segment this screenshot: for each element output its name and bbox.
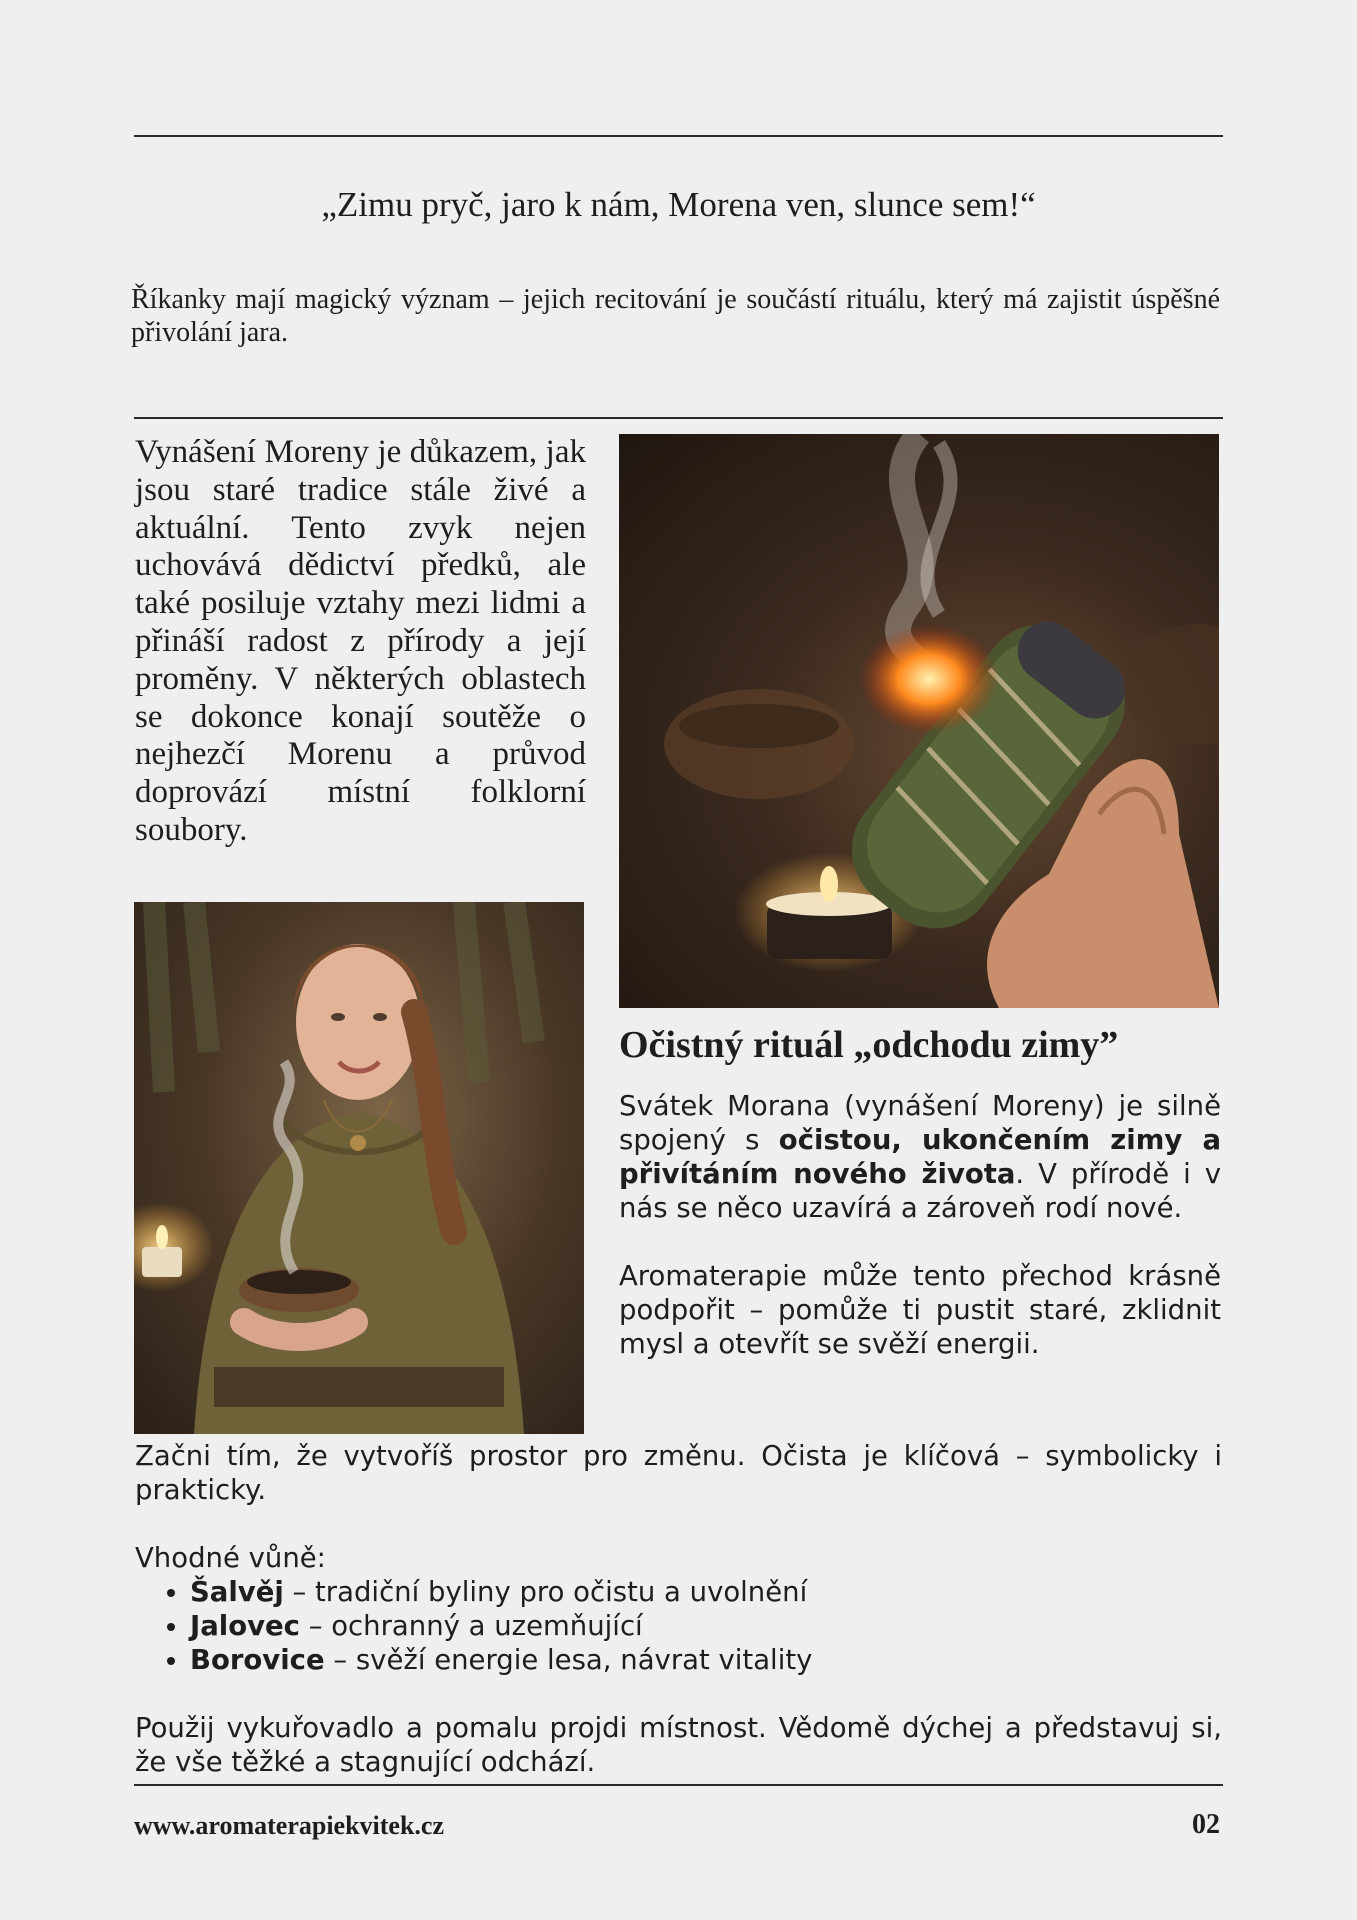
top-rule: [134, 135, 1223, 137]
scent-desc: – svěží energie lesa, návrat vitality: [324, 1644, 813, 1676]
section-body: [619, 1089, 1221, 1361]
woman-incense-photo: [134, 902, 584, 1434]
intro-text: Říkanky mají magický význam – jejich recitování je součástí rituálu, který má zajistit úspěšné přivolání jara.: [131, 284, 1220, 348]
woman-illustration: [134, 902, 584, 1434]
scent-desc: – tradiční byliny pro očistu a uvolnění: [283, 1576, 808, 1608]
section-rule: [134, 417, 1223, 419]
footer-url[interactable]: www.aromaterapiekvitek.cz: [134, 1811, 445, 1840]
quote: „Zimu pryč, jaro k nám, Morena ven, slunce sem!“: [321, 185, 1036, 224]
scent-desc: – ochranný a uzemňující: [300, 1610, 643, 1642]
scent-item: [190, 1575, 1222, 1609]
smudge-stick-photo: [619, 434, 1219, 1008]
scent-name: Borovice: [190, 1644, 325, 1676]
scent-name: Šalvěj: [190, 1576, 284, 1608]
section-p1-text-end: . V přírodě i v nás se něco uzavírá a zároveň rodí nové.: [619, 1158, 1221, 1224]
bottom-text: [135, 1439, 1222, 1779]
section-p1-bold: očistou, ukončením zimy a přivítáním nového života: [619, 1124, 1221, 1190]
bottom-paragraph-2: Použij vykuřovadlo a pomalu projdi místnost. Vědomě dýchej a představuj si, že vše těžké a stagnující odchází.: [135, 1712, 1222, 1778]
page-number: 02: [1192, 1809, 1220, 1840]
section-title: Očistný rituál „odchodu zimy”: [619, 1024, 1119, 1066]
scent-item: [190, 1609, 1222, 1643]
scent-name: Jalovec: [190, 1610, 300, 1642]
section-p1-text: Svátek Morana (vynášení Moreny) je silně spojený s: [619, 1090, 1221, 1156]
scent-item: [190, 1643, 1222, 1677]
section-paragraph-1: [619, 1089, 1221, 1225]
scents-heading: Vhodné vůně:: [135, 1542, 326, 1574]
section-paragraph-2: Aromaterapie může tento přechod krásně podpořit – pomůže ti pustit staré, zklidnit mysl a otevřít se svěží energii.: [619, 1260, 1221, 1360]
footer-rule: [134, 1784, 1223, 1786]
morena-paragraph: Vynášení Moreny je důkazem, jak jsou staré tradice stále živé a aktuální. Tento zvyk nejen uchovává dědictví předků, ale také posiluje vztahy mezi lidmi a přináší radost z přírody a její proměny. V některých oblastech se dokonce konají soutěže o nejhezčí Morenu a průvod doprovází místní folklorní soubory.: [135, 434, 586, 848]
scents-list: [135, 1575, 1222, 1677]
smudge-stick-illustration: [619, 434, 1219, 1008]
bottom-paragraph-1: Začni tím, že vytvoříš prostor pro změnu. Očista je klíčová – symbolicky i prakticky.: [135, 1440, 1222, 1506]
